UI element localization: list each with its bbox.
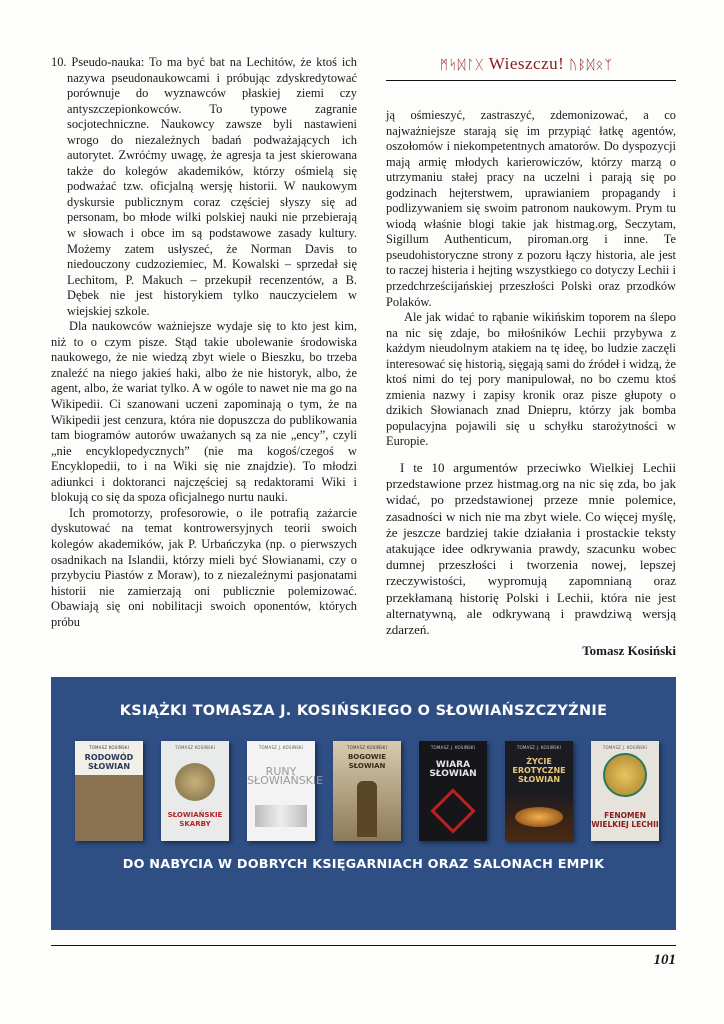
book-author: TOMASZ KOSIŃSKI [89,745,129,750]
page-number: 101 [653,952,676,968]
paragraph: 10. Pseudo-nauka: To ma być bat na Lechitów, że ktoś ich nazywa pseudonaukowcami i próbując zdyskredytować porównuje do wyznawców płaskiej ziemi czy antyszczepionkowców. To typowe zagranie socjotechniczne. Naukowcy zawsze byli nastawieni wrogo do niezależnych badań podważających ich autorytet. Zwróćmy uwagę, że agresja ta jest skierowana także do kolegów akademików, którzy ośmielą się podważać tzw. oficjalną wersję historii. W naukowym dyskursie publicznym coraz częściej słyszy się ad personam, bo młode wilki polskiej nauki nie przebierają w słowach i obce im są podstawowe zasady kultury. Możemy zatem usłyszeć, że Norman Davis to niedouczony cudzoziemiec, M. Kowalski – sprzedał się Lechitom, P. Makuch – przekupił recenzentów, a B. Dębek nie jest historykiem tylko nauczycielem w wiejskiej szkole. [51,55,357,318]
header-runes-left: ᛗᛋᛞᛚᚷ [440,58,485,73]
book-author: TOMASZ J. KOSIŃSKI [258,745,304,750]
book-title: SŁOWIAŃSKIE SKARBY [167,811,223,828]
paragraph: I te 10 argumentów przeciwko Wielkiej Lechii przedstawione przez histmag.org na nic się zda, bo jak widać, po przedstawionej przeze mnie polemice, zasadności w nich nie ma zbyt wiele. Co więcej myślę, że jeszcze bardziej takie działania i prostackie teksty atakujące idee odkrywania prawdy, szacunku wobec dumnej przeszłości i tworzenia nowej, lepszej rzeczywistości, wypromują zapomnianą oraz przekłamaną historię Polski i Lechii, która nie jest alternatywną, ale odkrywaną i prawdziwą wersją zdarzeń. [386,460,676,638]
bonfire-icon [515,807,563,827]
book-author: TOMASZ KOSIŃSKI [347,745,387,750]
book-cover [75,741,143,841]
book-cover [247,741,324,841]
book-title: WIARA SŁOWIAN [429,760,477,779]
paragraph: Ale jak widać to rąbanie wikińskim toporem na ślepo na nic się zdaje, bo miłośników Lechii przybywa z każdym nieudolnym atakiem na tę ideę, bo ludzie zaczęli interesować się historią, sięgają sami do źródeł i widzą, że ktoś nimi do tej pory manipulował, no bo czemu ktoś zmienia nazwy i zapisy kronik oraz pisze głupoty o dzikich Słowianach znad Dniepru, którzy jak bomba populacyjna pojawili się u schyłku starożytności w Europie. [386,310,676,449]
book-cover [419,741,487,841]
banner-footer: DO NABYCIA W DOBRYCH KSIĘGARNIACH ORAZ SALONACH EMPIK [122,857,605,872]
banner-title: KSIĄŻKI TOMASZA J. KOSIŃSKIEGO O SŁOWIAŃSZCZYŹNIE [119,703,608,719]
left-column [51,55,357,630]
book-title: RUNY SŁOWIAŃSKIE [247,765,324,787]
idol-statue-icon [357,781,377,837]
book-author: TOMASZ J. KOSIŃSKI [516,745,562,750]
right-column [386,108,676,450]
book-title: ŻYCIE EROTYCZNE SŁOWIAN [512,757,566,784]
book-author: TOMASZ KOSIŃSKI [175,745,215,750]
running-header [440,54,680,74]
book-cover [333,741,401,841]
book-advertisement-banner [51,677,676,930]
paragraph: ją ośmieszyć, zastraszyć, zdemonizować, a co najważniejsze starają się im przypiąć łatkę agentów, oszołomów i niekompetentnych amatorów. Do dyspozycji mają armię młodych karierowiczów, którzy marzą o utrzymaniu stałej pracy na uczelni i parają się po godzinach hejterstwem, uprawianiem propagandy i podlizywaniem się swoim patronom naukowym. Prym tu wiodą właśnie blogi takie jak histmag.org, Seczytam, Sigillum Authenticum, piroman.org i inne. Te pseudohistoryczne strony z pozoru łączy historia, ale jest to raczej histeria i hejting wszystkiego co dotyczy Lechii i przedchrześcijańskiej przeszłości Polski oraz przodków Polaków. [386,108,676,309]
book-author: TOMASZ J. KOSIŃSKI [430,745,476,750]
book-cover [591,741,659,841]
slavic-symbol-icon [430,788,475,833]
coin-icon [175,763,215,801]
book-cover [161,741,229,841]
conclusion-column [386,460,676,638]
book-cover [505,741,573,841]
author-signature: Tomasz Kosiński [582,643,676,658]
header-rule [386,80,676,81]
header-runes-right: ᚢᛒᛞᛟᛉ [569,58,614,73]
paragraph: Ich promotorzy, profesorowie, o ile potrafią zażarcie dyskutować na temat kontrowersyjnych teorii swoich kolegów akademików, jak P. Urbańczyka (np. o pierwszych osadnikach na Islandii, którzy mieli być Słowianami, czy o przybyciu Piastów z Moraw), to z niezależnymi pasjonatami historii nie zamierzają oni publicznie polemizować. Obawiają się oni nobilitacji swoich oponentów, których próbu [51,505,357,629]
book-title: BOGOWIE SŁOWIAN [347,753,387,770]
rune-stone-icon [255,805,307,827]
portrait-medallion-icon [603,753,647,797]
book-covers [75,741,659,841]
book-title: FENOMEN WIELKIEJ LECHII [591,811,659,829]
book-title: RODOWÓD SŁOWIAN [84,753,134,771]
footer-rule [51,945,676,946]
paragraph: Dla naukowców ważniejsze wydaje się to kto jest kim, niż to o czym pisze. Stąd takie ubolewanie środowiska naukowego, że nie wiedzą zbyt wiele o Bieszku, bo trzeba znaleźć na niego jakieś haki, albo że nie historyk, albo, że agent, albo, że wariat tylko. A w ogóle to nawet nie ma go na Wikipedii. Ci szanowani uczeni zapominają o tym, że na Wikipedii jest cenzura, która nie dopuszcza do publikowania tam biogramów autorów uważanych są za nie „ency”, czyli „nie encyklopedycznych” (nie ma kogoś/czegoś w Encyklopedii, to i na Wiki się nie znajdzie). To młodzi adiunkci i doktoranci najczęściej są redaktorami Wiki i blokują co się da spoza oficjalnego nurtu nauki. [51,319,357,505]
book-author: TOMASZ J. KOSIŃSKI [602,745,648,750]
header-title: Wieszczu! [488,54,565,73]
